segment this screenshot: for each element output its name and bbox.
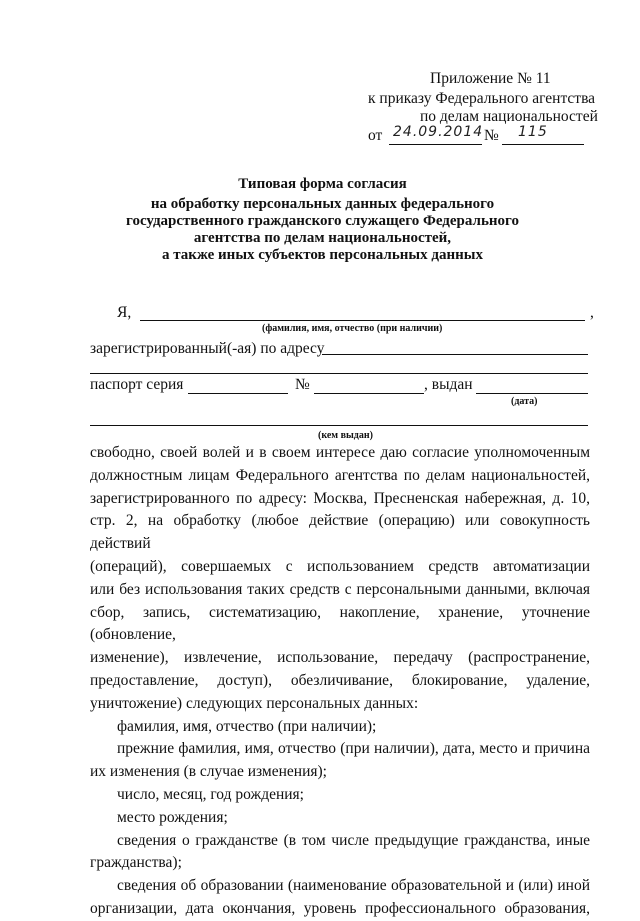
data-item-previous-name: прежние фамилия, имя, отчество (при наличии), дата, место и причина [117, 740, 590, 758]
passport-issuer-field[interactable] [90, 425, 588, 426]
data-item-education: сведения об образовании (наименование образовательной и (или) иной [117, 877, 590, 895]
passport-issued-label: , выдан [424, 376, 473, 393]
data-item-birth-date: число, месяц, год рождения; [117, 785, 304, 803]
title-line-4: агентства по делам национальностей, [193, 230, 452, 246]
body-line: или без использования таких средств с персональными данными, включая [90, 580, 590, 598]
title-line-5: а также иных субъектов персональных данных [162, 247, 483, 263]
body-line: свободно, своей волей и в своем интересе даю согласие уполномоченным [90, 444, 590, 461]
passport-number-field[interactable] [314, 393, 424, 394]
body-line: предоставление, доступ), обезличивание, блокирование, удаление, [90, 671, 590, 689]
body-line: сбор, запись, систематизацию, накопление, хранение, уточнение (обновление, [90, 603, 590, 644]
appendix-number: Приложение № 11 [430, 70, 551, 87]
data-item-birth-place: место рождения; [117, 808, 228, 826]
data-item-previous-name-cont: их изменения (в случае изменения); [90, 763, 327, 781]
passport-number-label: № [295, 376, 310, 393]
date-prefix: от [368, 127, 383, 144]
body-line: стр. 2, на обработку (любое действие (операцию) или совокупность действий [90, 512, 590, 553]
body-line: уничтожение) следующих персональных данных: [90, 694, 419, 712]
consent-body [90, 442, 590, 921]
full-name-caption: (фамилия, имя, отчество (при наличии) [262, 323, 443, 334]
title-line-3: государственного гражданского служащего Федерального [126, 213, 519, 229]
i-label: Я, [117, 304, 132, 321]
number-prefix: № [484, 127, 499, 144]
data-item-name: фамилия, имя, отчество (при наличии); [117, 717, 377, 735]
title-line-2: на обработку персональных данных федерального [150, 196, 495, 212]
order-reference-line-2: по делам национальностей [420, 108, 598, 125]
data-item-citizenship: сведения о гражданстве (в том числе предыдущие гражданства, иные [117, 831, 590, 849]
order-reference-line-1: к приказу Федерального агентства [368, 90, 596, 107]
body-line: (операций), совершаемых с использованием средств автоматизации [90, 557, 590, 575]
registered-address-field-line-2[interactable] [90, 373, 588, 374]
body-line: изменение), извлечение, использование, передачу (распространение, [90, 649, 590, 667]
number-underline [502, 144, 584, 145]
body-line: должностным лицам Федерального агентства по делам национальностей, [90, 466, 590, 484]
full-name-field[interactable] [140, 320, 585, 321]
title-line-1: Типовая форма согласия [238, 176, 407, 192]
data-item-education-cont: организации, дата окончания, уровень профессионального образования, [90, 899, 590, 917]
issuer-caption: (кем выдан) [318, 430, 373, 441]
handwritten-number: 115 [518, 124, 548, 140]
registered-address-label: зарегистрированный(-ая) по адресу [90, 340, 325, 357]
passport-issue-date-field[interactable] [476, 393, 588, 394]
name-field-end: , [590, 304, 594, 321]
registered-address-field[interactable] [322, 354, 588, 355]
passport-series-field[interactable] [188, 393, 288, 394]
data-item-citizenship-cont: гражданства); [90, 854, 182, 872]
issue-date-caption: (дата) [511, 396, 538, 407]
date-underline [389, 144, 482, 145]
handwritten-date: 24.09.2014 [393, 124, 484, 140]
passport-series-label: паспорт серия [90, 376, 184, 393]
body-line: зарегистрированного по адресу: Москва, Пресненская набережная, д. 10, [90, 489, 590, 507]
